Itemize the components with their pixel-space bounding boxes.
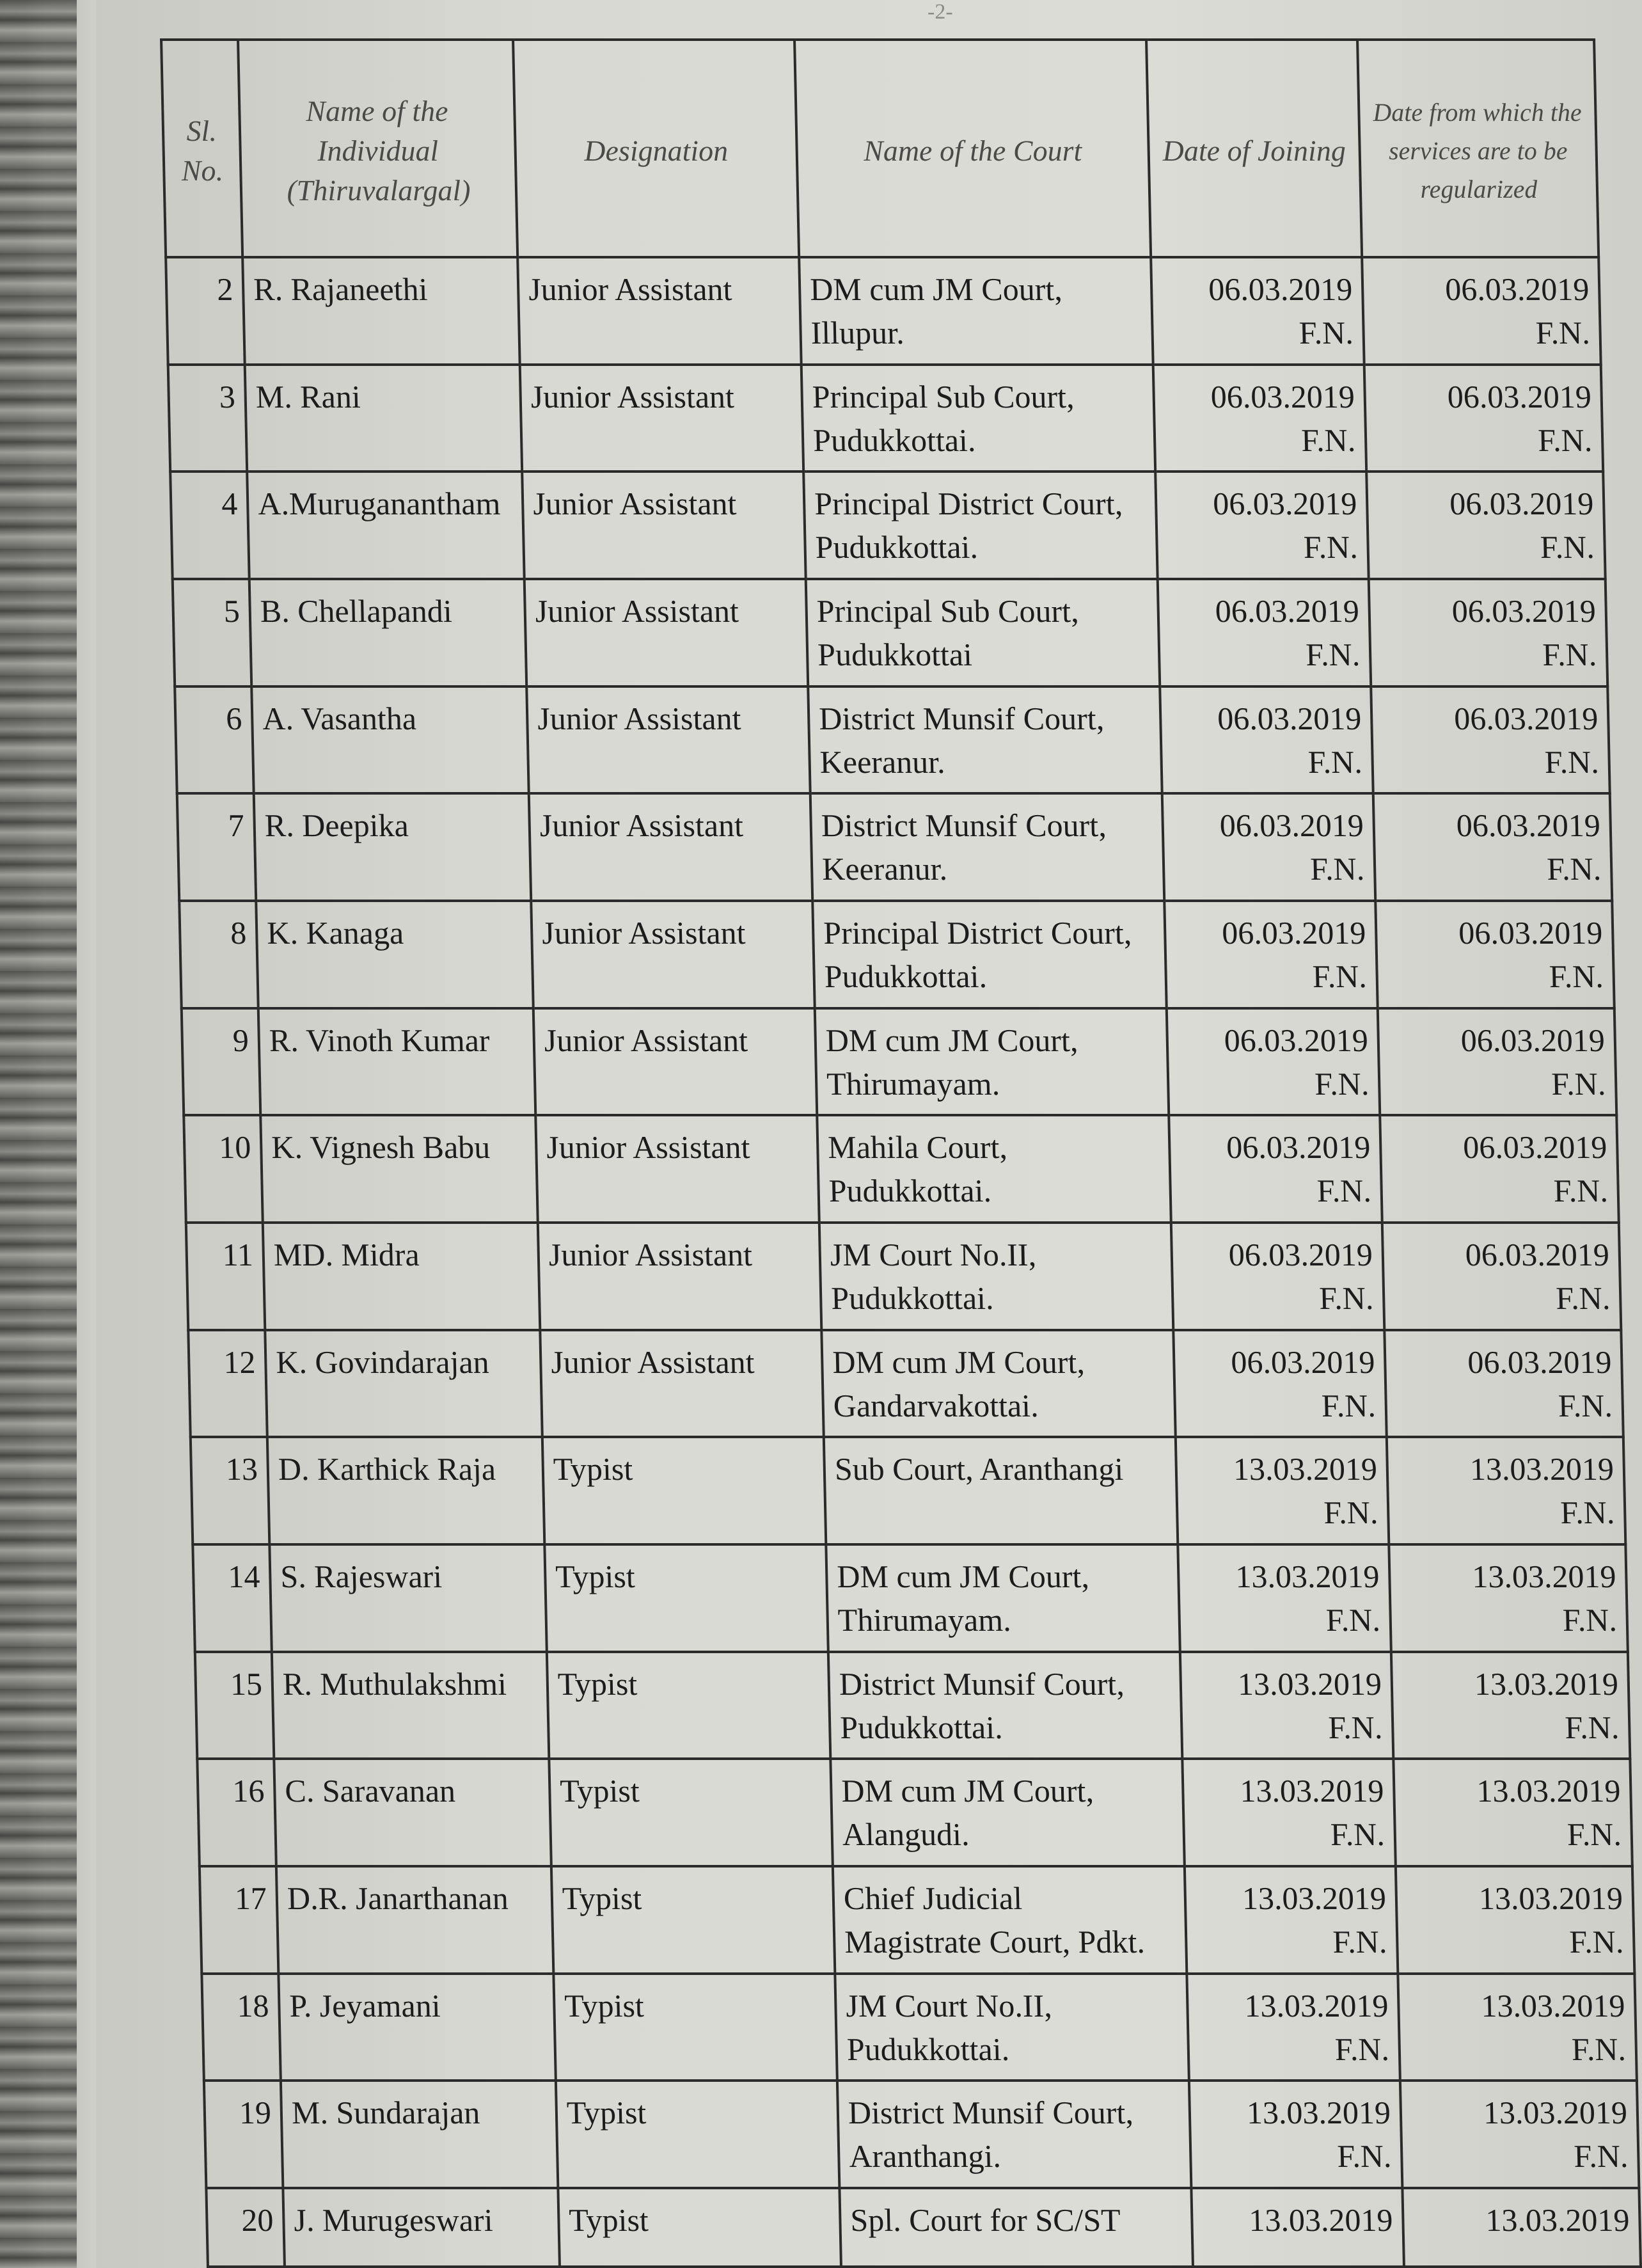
cell-sl-no: 19	[204, 2081, 283, 2188]
cell-name: M. Rani	[245, 365, 523, 472]
cell-designation: Typist	[556, 2081, 840, 2188]
court-line-1: DM cum JM Court,	[832, 1344, 1085, 1380]
cell-name: A.Muruganantham	[247, 472, 525, 579]
table-row	[206, 2188, 1641, 2267]
reg-forenoon: F.N.	[1546, 851, 1602, 887]
cell-court	[799, 257, 1153, 365]
cell-name: K. Kanaga	[256, 901, 533, 1008]
cell-court	[821, 1330, 1176, 1438]
join-forenoon: F.N.	[1316, 1173, 1372, 1209]
table-row	[193, 1544, 1628, 1652]
cell-court	[801, 365, 1156, 472]
header-date-regularized: Date from which the services are to be regularized	[1357, 40, 1599, 257]
reg-forenoon: F.N.	[1537, 422, 1593, 458]
regularization-table	[160, 38, 1642, 2268]
court-line-2: Pudukkottai	[817, 637, 973, 673]
header-name: Name of the Individual (Thiruvalargal)	[238, 40, 517, 257]
document-page	[96, 0, 1630, 2268]
join-date: 13.03.2019	[1233, 1451, 1378, 1487]
join-forenoon: F.N.	[1307, 743, 1363, 780]
join-forenoon: F.N.	[1312, 958, 1368, 995]
reg-date: 13.03.2019	[1476, 1773, 1621, 1809]
cell-date-joining	[1167, 1008, 1380, 1116]
page-number: -2-	[928, 0, 953, 24]
cell-designation: Typist	[553, 1974, 837, 2081]
cell-date-joining	[1185, 1866, 1398, 1974]
cell-name: R. Vinoth Kumar	[258, 1008, 536, 1116]
reg-forenoon: F.N.	[1540, 529, 1595, 566]
cell-designation: Typist	[551, 1866, 835, 1974]
table-row	[175, 686, 1610, 794]
reg-forenoon: F.N.	[1553, 1173, 1609, 1209]
table-row	[182, 1008, 1617, 1116]
court-line-1: Principal Sub Court,	[812, 378, 1075, 415]
cell-name: S. Rajeswari	[269, 1544, 547, 1652]
cell-date-joining	[1169, 1115, 1382, 1223]
cell-court	[817, 1115, 1171, 1223]
cell-date-joining	[1182, 1759, 1396, 1866]
join-date: 13.03.2019	[1239, 1773, 1384, 1809]
table-row	[191, 1437, 1626, 1544]
cell-court	[837, 2081, 1192, 2188]
cell-date-regularized	[1362, 257, 1601, 365]
cell-sl-no: 2	[166, 257, 245, 365]
court-line-2: Thirumayam.	[826, 1065, 1000, 1102]
cell-designation: Junior Assistant	[535, 1115, 819, 1223]
table-row	[177, 793, 1613, 901]
cell-court	[839, 2188, 1193, 2267]
join-forenoon: F.N.	[1303, 529, 1359, 566]
cell-sl-no: 4	[170, 472, 249, 579]
join-date: 06.03.2019	[1210, 378, 1355, 415]
court-line-1: Mahila Court,	[827, 1129, 1008, 1166]
cell-date-regularized	[1400, 2081, 1639, 2188]
court-line-1: JM Court No.II,	[830, 1237, 1037, 1273]
table-row	[195, 1652, 1630, 1759]
reg-date: 13.03.2019	[1485, 2202, 1630, 2239]
cell-court	[808, 686, 1162, 794]
join-forenoon: F.N.	[1323, 1495, 1378, 1531]
cell-designation: Junior Assistant	[520, 365, 804, 472]
court-line-2: Keeranur.	[819, 743, 946, 780]
cell-designation: Junior Assistant	[538, 1223, 822, 1330]
cell-name: K. Vignesh Babu	[260, 1115, 538, 1223]
cell-name: R. Rajaneethi	[242, 257, 520, 365]
header-sl-no: Sl. No.	[161, 40, 242, 257]
cell-designation: Typist	[558, 2188, 841, 2267]
cell-court	[806, 579, 1160, 686]
cell-date-joining	[1176, 1437, 1389, 1544]
join-date: 06.03.2019	[1221, 915, 1366, 951]
reg-date: 06.03.2019	[1456, 807, 1601, 844]
court-line-2: Pudukkottai.	[828, 1173, 992, 1209]
join-date: 06.03.2019	[1208, 271, 1353, 307]
header-court: Name of the Court	[794, 40, 1151, 257]
cell-date-regularized	[1375, 901, 1614, 1008]
cell-sl-no: 16	[197, 1759, 276, 1866]
court-line-2: Keeranur.	[821, 851, 948, 887]
cell-date-joining	[1151, 257, 1364, 365]
court-line-2: Pudukkottai.	[839, 1709, 1004, 1745]
court-line-1: DM cum JM Court,	[825, 1022, 1078, 1058]
table-row	[168, 365, 1604, 472]
cell-designation: Junior Assistant	[540, 1330, 824, 1438]
reg-date: 13.03.2019	[1474, 1665, 1619, 1702]
cell-sl-no: 8	[179, 901, 258, 1008]
cell-name: R. Muthulakshmi	[272, 1652, 549, 1759]
table-row	[197, 1759, 1632, 1866]
join-date: 13.03.2019	[1248, 2202, 1394, 2239]
cell-name: D. Karthick Raja	[267, 1437, 545, 1544]
court-line-1: District Munsif Court,	[839, 1665, 1125, 1702]
court-line-2: Gandarvakottai.	[833, 1387, 1039, 1423]
cell-sl-no: 18	[201, 1974, 281, 2081]
join-date: 13.03.2019	[1243, 1987, 1389, 2024]
court-line-1: Chief Judicial	[843, 1880, 1023, 1917]
reg-forenoon: F.N.	[1535, 315, 1591, 351]
cell-court	[815, 1008, 1169, 1116]
cell-date-joining	[1187, 1974, 1400, 2081]
table-row	[188, 1330, 1623, 1438]
cell-date-joining	[1171, 1223, 1385, 1330]
cell-date-regularized	[1402, 2188, 1641, 2267]
cell-name: MD. Midra	[263, 1223, 541, 1330]
cell-date-regularized	[1382, 1223, 1622, 1330]
join-date: 13.03.2019	[1235, 1558, 1380, 1595]
reg-forenoon: F.N.	[1551, 1065, 1606, 1102]
join-forenoon: F.N.	[1332, 1924, 1387, 1960]
reg-date: 06.03.2019	[1460, 1022, 1606, 1058]
court-line-2: Illupur.	[810, 315, 905, 351]
table-row	[184, 1115, 1619, 1223]
cell-date-regularized	[1373, 793, 1613, 901]
cell-date-regularized	[1369, 579, 1608, 686]
cell-designation: Typist	[549, 1759, 833, 1866]
join-date: 06.03.2019	[1212, 486, 1357, 522]
join-date: 06.03.2019	[1226, 1129, 1371, 1166]
cell-name: C. Saravanan	[274, 1759, 551, 1866]
cell-date-regularized	[1378, 1008, 1617, 1116]
cell-sl-no: 17	[200, 1866, 279, 1974]
cell-sl-no: 7	[177, 793, 257, 901]
cell-court	[819, 1223, 1174, 1330]
cell-designation: Typist	[542, 1437, 826, 1544]
table-body	[166, 257, 1641, 2267]
cell-name: A. Vasantha	[251, 686, 529, 794]
join-forenoon: F.N.	[1309, 851, 1365, 887]
court-line-1: District Munsif Court,	[848, 2095, 1134, 2131]
cell-designation: Junior Assistant	[526, 686, 810, 794]
table-row	[204, 2081, 1639, 2188]
cell-court	[803, 472, 1158, 579]
join-forenoon: F.N.	[1299, 315, 1354, 351]
court-line-2: Pudukkottai.	[830, 1280, 995, 1317]
reg-date: 06.03.2019	[1449, 486, 1594, 522]
court-line-2: Alangudi.	[842, 1816, 970, 1853]
cell-date-regularized	[1391, 1652, 1630, 1759]
court-line-2: Pudukkottai.	[846, 2031, 1010, 2067]
reg-forenoon: F.N.	[1573, 2138, 1629, 2175]
table-row	[173, 579, 1608, 686]
court-line-1: Principal District Court,	[823, 915, 1132, 951]
cell-date-joining	[1180, 1652, 1394, 1759]
reg-date: 06.03.2019	[1447, 378, 1592, 415]
cell-date-joining	[1164, 901, 1378, 1008]
join-forenoon: F.N.	[1336, 2138, 1392, 2175]
cell-name: K. Govindarajan	[265, 1330, 542, 1438]
cell-designation: Junior Assistant	[529, 793, 813, 901]
court-line-1: Principal Sub Court,	[816, 593, 1080, 630]
cell-name: R. Deepika	[254, 793, 532, 901]
join-forenoon: F.N.	[1318, 1280, 1374, 1317]
reg-forenoon: F.N.	[1567, 1816, 1622, 1853]
table-row	[201, 1974, 1637, 2081]
binder-edge	[0, 0, 77, 2268]
court-line-1: DM cum JM Court,	[836, 1558, 1090, 1595]
cell-sl-no: 12	[188, 1330, 267, 1438]
reg-date: 13.03.2019	[1471, 1558, 1616, 1595]
cell-date-regularized	[1387, 1437, 1626, 1544]
court-line-1: JM Court No.II,	[845, 1987, 1053, 2024]
join-forenoon: F.N.	[1327, 1709, 1383, 1745]
cell-name: P. Jeyamani	[278, 1974, 556, 2081]
table-row	[200, 1866, 1635, 1974]
table-row	[186, 1223, 1622, 1330]
cell-sl-no: 20	[206, 2188, 285, 2267]
cell-date-joining	[1178, 1544, 1391, 1652]
reg-date: 06.03.2019	[1467, 1344, 1612, 1380]
join-forenoon: F.N.	[1321, 1387, 1377, 1423]
reg-date: 06.03.2019	[1465, 1237, 1610, 1273]
cell-designation: Junior Assistant	[533, 1008, 817, 1116]
cell-date-regularized	[1371, 686, 1610, 794]
cell-court	[833, 1866, 1187, 1974]
cell-designation: Junior Assistant	[531, 901, 815, 1008]
cell-date-joining	[1162, 793, 1376, 901]
cell-sl-no: 13	[191, 1437, 270, 1544]
cell-date-regularized	[1384, 1330, 1623, 1438]
court-line-1: District Munsif Court,	[821, 807, 1107, 844]
cell-name: J. Murugeswari	[283, 2188, 560, 2267]
cell-date-regularized	[1366, 472, 1606, 579]
header-date-joining: Date of Joining	[1146, 40, 1362, 257]
join-date: 06.03.2019	[1215, 593, 1360, 630]
court-line-2: Aranthangi.	[848, 2138, 1002, 2175]
cell-date-regularized	[1364, 365, 1604, 472]
cell-date-joining	[1160, 686, 1373, 794]
reg-date: 06.03.2019	[1444, 271, 1590, 307]
table-row	[166, 257, 1601, 365]
reg-forenoon: F.N.	[1542, 637, 1597, 673]
cell-date-joining	[1155, 472, 1369, 579]
cell-sl-no: 6	[175, 686, 254, 794]
reg-forenoon: F.N.	[1558, 1387, 1613, 1423]
cell-sl-no: 11	[186, 1223, 265, 1330]
cell-designation: Typist	[547, 1652, 831, 1759]
reg-forenoon: F.N.	[1555, 1280, 1611, 1317]
join-forenoon: F.N.	[1330, 1816, 1385, 1853]
cell-date-joining	[1191, 2188, 1404, 2267]
join-forenoon: F.N.	[1325, 1602, 1381, 1638]
cell-sl-no: 14	[193, 1544, 272, 1652]
join-date: 06.03.2019	[1224, 1022, 1369, 1058]
table-header-row	[161, 40, 1599, 257]
reg-date: 13.03.2019	[1469, 1451, 1614, 1487]
court-line-1: District Munsif Court,	[818, 700, 1105, 736]
cell-date-joining	[1173, 1330, 1387, 1438]
join-forenoon: F.N.	[1300, 422, 1356, 458]
court-line-1: DM cum JM Court,	[809, 271, 1063, 307]
cell-name: M. Sundarajan	[281, 2081, 558, 2188]
table-row	[179, 901, 1614, 1008]
table-row	[170, 472, 1606, 579]
cell-court	[812, 901, 1167, 1008]
cell-designation: Junior Assistant	[517, 257, 801, 365]
cell-court	[835, 1974, 1189, 2081]
cell-sl-no: 10	[184, 1115, 263, 1223]
cell-date-joining	[1153, 365, 1367, 472]
reg-date: 06.03.2019	[1453, 700, 1599, 736]
court-line-1: Principal District Court,	[814, 486, 1123, 522]
join-forenoon: F.N.	[1314, 1065, 1370, 1102]
court-line-1: DM cum JM Court,	[841, 1773, 1094, 1809]
cell-court	[826, 1544, 1180, 1652]
reg-date: 13.03.2019	[1483, 2095, 1628, 2131]
court-line-2: Thirumayam.	[837, 1602, 1012, 1638]
cell-name: B. Chellapandi	[249, 579, 527, 686]
cell-designation: Junior Assistant	[522, 472, 806, 579]
cell-court	[828, 1652, 1183, 1759]
cell-date-regularized	[1389, 1544, 1628, 1652]
cell-court	[824, 1437, 1178, 1544]
court-line-2: Pudukkottai.	[824, 958, 988, 995]
reg-forenoon: F.N.	[1544, 743, 1600, 780]
reg-forenoon: F.N.	[1562, 1602, 1618, 1638]
cell-name: D.R. Janarthanan	[276, 1866, 554, 1974]
reg-date: 06.03.2019	[1451, 593, 1597, 630]
reg-forenoon: F.N.	[1549, 958, 1604, 995]
cell-sl-no: 3	[168, 365, 248, 472]
reg-date: 13.03.2019	[1478, 1880, 1623, 1917]
reg-forenoon: F.N.	[1568, 1924, 1624, 1960]
cell-sl-no: 5	[173, 579, 252, 686]
reg-date: 06.03.2019	[1462, 1129, 1607, 1166]
cell-designation: Junior Assistant	[525, 579, 809, 686]
join-date: 13.03.2019	[1242, 1880, 1387, 1917]
cell-date-joining	[1158, 579, 1371, 686]
cell-designation: Typist	[544, 1544, 828, 1652]
cell-sl-no: 15	[195, 1652, 274, 1759]
court-line-2: Pudukkottai.	[812, 422, 976, 458]
join-date: 13.03.2019	[1246, 2095, 1391, 2131]
header-designation: Designation	[513, 40, 799, 257]
join-date: 06.03.2019	[1230, 1344, 1375, 1380]
reg-date: 13.03.2019	[1480, 1987, 1625, 2024]
cell-sl-no: 9	[182, 1008, 261, 1116]
join-date: 06.03.2019	[1228, 1237, 1373, 1273]
join-date: 06.03.2019	[1219, 807, 1364, 844]
join-date: 13.03.2019	[1237, 1665, 1382, 1702]
cell-date-regularized	[1380, 1115, 1619, 1223]
court-line-1: Sub Court, Aranthangi	[834, 1451, 1124, 1487]
reg-forenoon: F.N.	[1559, 1495, 1615, 1531]
court-line-1: Spl. Court for SC/ST	[849, 2202, 1121, 2239]
court-line-2: Magistrate Court, Pdkt.	[844, 1924, 1146, 1960]
cell-court	[810, 793, 1165, 901]
cell-date-joining	[1189, 2081, 1403, 2188]
join-date: 06.03.2019	[1217, 700, 1362, 736]
join-forenoon: F.N.	[1305, 637, 1361, 673]
cell-date-regularized	[1393, 1759, 1632, 1866]
cell-date-regularized	[1396, 1866, 1635, 1974]
reg-date: 06.03.2019	[1458, 915, 1603, 951]
court-line-2: Pudukkottai.	[815, 529, 979, 566]
cell-date-regularized	[1398, 1974, 1637, 2081]
reg-forenoon: F.N.	[1571, 2031, 1627, 2067]
cell-court	[830, 1759, 1185, 1866]
join-forenoon: F.N.	[1334, 2031, 1390, 2067]
reg-forenoon: F.N.	[1564, 1709, 1620, 1745]
